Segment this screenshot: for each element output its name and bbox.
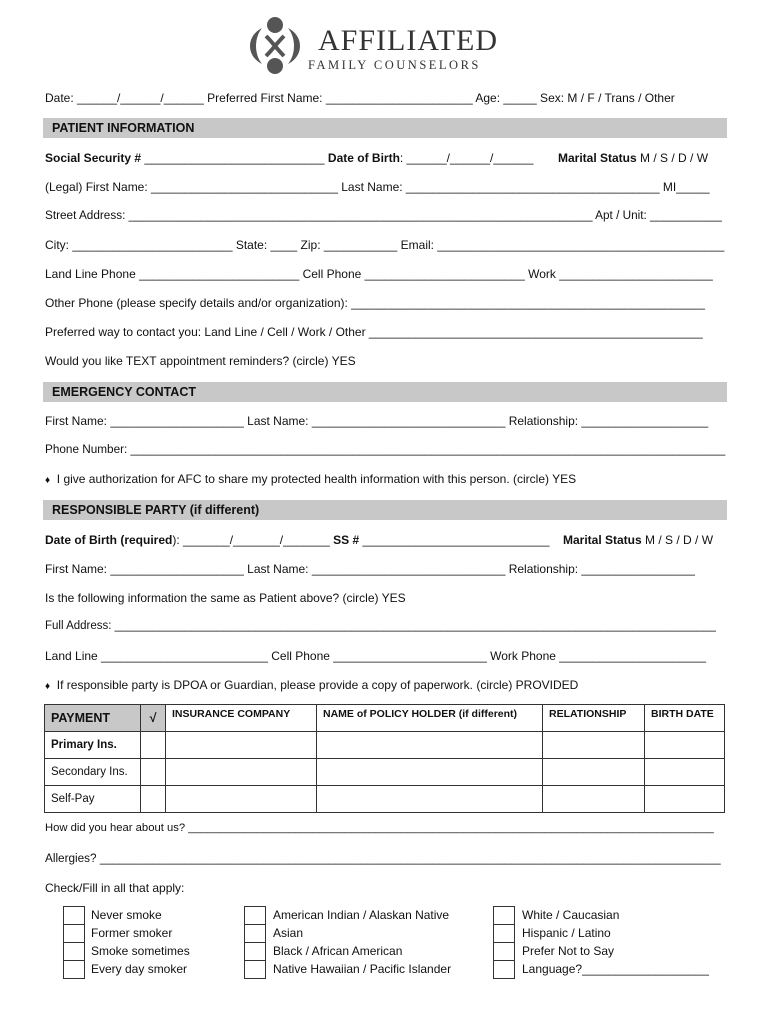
self-pay-check-cell[interactable]: [141, 786, 166, 813]
payment-table: [44, 704, 725, 813]
emergency-name-line[interactable]: First Name: ____________________ Last Name: _____________________________ Relationship: ___________________: [45, 414, 709, 428]
checklist-item: Black / African American: [273, 944, 403, 958]
logo-icon: [240, 14, 310, 76]
dob-field[interactable]: : ______/______/______: [399, 151, 534, 165]
hear-about-line[interactable]: How did you hear about us? ____________________________________________________________________________________: [45, 822, 714, 834]
primary-holder-cell[interactable]: [317, 732, 543, 759]
checklist-item: Former smoker: [91, 926, 173, 940]
secondary-ins-label: Secondary Ins.: [45, 759, 141, 786]
responsible-name-line[interactable]: First Name: ____________________ Last Name: _____________________________ Relationship: _________________: [45, 562, 695, 576]
responsible-section-header: [43, 500, 727, 520]
resp-dob-label: Date of Birth (required: [45, 533, 173, 547]
checklist-item: Every day smoker: [91, 962, 188, 976]
secondary-birthdate-cell[interactable]: [645, 759, 725, 786]
top-info-line[interactable]: Date: ______/______/______ Preferred First Name: ______________________ Age: _____ Sex: M / F / Trans / Other: [45, 91, 675, 105]
resp-marital-label: Marital Status: [563, 533, 642, 547]
patient-phone-line[interactable]: Land Line Phone ________________________ Cell Phone ________________________ Work _______________________: [45, 267, 713, 281]
emergency-phone-line[interactable]: Phone Number: ___________________________________________________________________________________________: [45, 443, 726, 456]
checklist-item: Hispanic / Latino: [522, 926, 611, 940]
emergency-section-title: EMERGENCY CONTACT: [52, 385, 196, 399]
checklist-item: Prefer Not to Say: [522, 944, 615, 958]
checkbox[interactable]: [63, 924, 85, 943]
checkbox[interactable]: [493, 942, 515, 961]
self-pay-relationship-cell[interactable]: [543, 786, 645, 813]
secondary-check-cell[interactable]: [141, 759, 166, 786]
patient-name-line[interactable]: (Legal) First Name: ____________________________ Last Name: ______________________________________ MI_____: [45, 180, 710, 194]
checklist-item: American Indian / Alaskan Native: [273, 908, 450, 922]
ssn-label: Social Security #: [45, 151, 142, 165]
check-all-label: Check/Fill in all that apply:: [45, 881, 185, 895]
checklist-item: Native Hawaiian / Pacific Islander: [273, 962, 452, 976]
table-row: [45, 732, 725, 759]
patient-ssn-dob-line[interactable]: [45, 151, 533, 165]
checkbox[interactable]: [63, 942, 85, 961]
primary-ins-label: Primary Ins.: [45, 732, 141, 759]
patient-contact-pref-line[interactable]: Preferred way to contact you: Land Line / Cell / Work / Other __________________________________________________: [45, 325, 703, 339]
self-pay-insurance-cell[interactable]: [166, 786, 317, 813]
responsible-dpoa-text: If responsible party is DPOA or Guardian, please provide a copy of paperwork. (circle) PROVIDED: [56, 678, 579, 692]
patient-section-title: PATIENT INFORMATION: [52, 121, 195, 135]
responsible-phone-line[interactable]: Land Line _________________________ Cell Phone _______________________ Work Phone ______________________: [45, 649, 707, 663]
primary-check-cell[interactable]: [141, 732, 166, 759]
checkbox[interactable]: [63, 960, 85, 979]
marital-options[interactable]: M / S / D / W: [636, 151, 709, 165]
checklist-item: Smoke sometimes: [91, 944, 190, 958]
primary-birthdate-cell[interactable]: [645, 732, 725, 759]
emergency-auth-line[interactable]: [45, 472, 576, 486]
patient-section-header: [43, 118, 727, 138]
patient-text-reminder-line[interactable]: Would you like TEXT appointment reminders? (circle) YES: [45, 354, 356, 368]
birth-date-header: BIRTH DATE: [645, 705, 725, 732]
resp-ssn-label: SS #: [333, 533, 360, 547]
primary-insurance-cell[interactable]: [166, 732, 317, 759]
logo-name: AFFILIATED: [318, 24, 498, 57]
responsible-same-line[interactable]: Is the following information the same as Patient above? (circle) YES: [45, 591, 406, 605]
ssn-field[interactable]: ___________________________: [141, 151, 328, 165]
secondary-insurance-cell[interactable]: [166, 759, 317, 786]
diamond-bullet-icon: ♦: [45, 475, 51, 486]
logo-tagline: FAMILY COUNSELORS: [308, 58, 481, 72]
self-pay-label: Self-Pay: [45, 786, 141, 813]
secondary-relationship-cell[interactable]: [543, 759, 645, 786]
check-header: √: [141, 705, 166, 732]
responsible-dob-ssn-line[interactable]: [45, 533, 549, 547]
resp-marital-options[interactable]: M / S / D / W: [641, 533, 714, 547]
resp-ssn-field[interactable]: ____________________________: [359, 533, 550, 547]
patient-city-line[interactable]: City: ________________________ State: ____ Zip: ___________ Email: ___________________________________________: [45, 238, 725, 252]
insurance-company-header: INSURANCE COMPANY: [166, 705, 317, 732]
marital-label: Marital Status: [558, 151, 637, 165]
resp-dob-field[interactable]: ): _______/_______/_______: [172, 533, 334, 547]
patient-other-phone-line[interactable]: Other Phone (please specify details and/or organization): _____________________________________________________: [45, 296, 705, 310]
primary-relationship-cell[interactable]: [543, 732, 645, 759]
allergies-line[interactable]: Allergies? _______________________________________________________________________________________________: [45, 852, 721, 865]
checkbox[interactable]: [244, 942, 266, 961]
checkbox[interactable]: [63, 906, 85, 925]
patient-marital-status[interactable]: [558, 151, 708, 165]
checklist-item: Asian: [273, 926, 304, 940]
responsible-address-line[interactable]: Full Address: ______________________________________________________________________________________________: [45, 620, 716, 632]
emergency-section-header: [43, 382, 727, 402]
policy-holder-header: NAME of POLICY HOLDER (if different): [317, 705, 543, 732]
checkbox[interactable]: [244, 924, 266, 943]
table-row: [45, 786, 725, 813]
self-pay-holder-cell[interactable]: [317, 786, 543, 813]
checkbox[interactable]: [244, 906, 266, 925]
self-pay-birthdate-cell[interactable]: [645, 786, 725, 813]
checkbox[interactable]: [493, 924, 515, 943]
logo: [240, 14, 510, 76]
secondary-holder-cell[interactable]: [317, 759, 543, 786]
payment-header: PAYMENT: [45, 705, 141, 732]
responsible-dpoa-line[interactable]: [45, 678, 578, 692]
dob-label: Date of Birth: [327, 151, 400, 165]
diamond-bullet-icon: ♦: [45, 681, 51, 692]
checklist-item: Never smoke: [91, 908, 162, 922]
responsible-section-title: RESPONSIBLE PARTY (if different): [52, 503, 260, 517]
checklist-item: Language?___________________: [522, 962, 709, 976]
checkbox[interactable]: [493, 906, 515, 925]
payment-header-row: [45, 705, 725, 732]
responsible-marital-status[interactable]: [563, 533, 713, 547]
checkbox[interactable]: [493, 960, 515, 979]
patient-street-line[interactable]: Street Address: _______________________________________________________________________ Apt / Unit: ___________: [45, 209, 722, 222]
relationship-header: RELATIONSHIP: [543, 705, 645, 732]
table-row: [45, 759, 725, 786]
checkbox[interactable]: [244, 960, 266, 979]
emergency-auth-text: I give authorization for AFC to share my protected health information with this person. (circle) YES: [56, 472, 577, 486]
checklist-item: White / Caucasian: [522, 908, 620, 922]
